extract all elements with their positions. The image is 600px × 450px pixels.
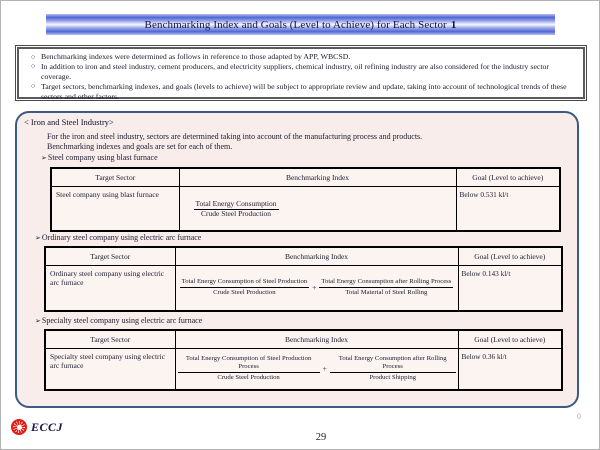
summary-bullet [25,82,577,102]
fraction-numerator: Total Energy Consumption [195,198,277,208]
fraction-denominator: Crude Steel Production [213,289,276,297]
subsection-label-text: Ordinary steel company using electric arc furnace [41,233,202,242]
benchmarking-index-cell [179,187,456,231]
benchmarking-index-cell [175,266,458,311]
fraction-numerator: Total Energy Consumption of Steel Production [180,278,310,288]
section-intro-line: Benchmarking indexes and goals are set for each of them. [47,142,233,151]
fraction-numerator: Total Energy Consumption after Rolling Process [319,278,453,288]
circle-bullet-icon: ○ [30,62,36,71]
subsection-label-blast-furnace [41,153,158,162]
subsection-label-specialty-steel [35,316,202,325]
table-row [45,266,562,311]
fraction-numerator: Total Energy Consumption after Rolling Process [330,355,456,373]
summary-bullet [25,52,577,62]
arrow-bullet-icon: ➢ [35,316,41,325]
table-ordinary-steel [44,246,563,312]
table-specialty-steel [44,329,563,391]
fraction [178,355,320,382]
fraction [194,199,279,218]
section-heading: < Iron and Steel Industry> [24,117,114,127]
benchmarking-index-cell [175,349,458,390]
summary-bullet-text: Target sectors, benchmarking indexes, and goals (levels to achieve) will be subject to appropriate review and update, taking into account of technological trends of these sectors and other factors. [41,81,567,101]
fraction-denominator: Crude Steel Production [217,374,280,382]
goal-cell: Below 0.143 kl/t [458,266,562,311]
fraction-numerator: Total Energy Consumption of Steel Production Process [178,355,320,373]
fraction-denominator: Product Shipping [369,374,417,382]
table-row [51,187,560,231]
slide-title-bar [46,14,555,35]
subsection-label-text: Steel company using blast furnace [47,153,158,162]
iron-steel-section [15,111,579,408]
summary-box-inner [17,47,585,99]
goal-cell: Below 0.36 kl/t [458,349,562,390]
fraction-denominator: Crude Steel Production [201,208,271,218]
subsection-label-text: Specialty steel company using electric arc furnace [41,316,203,325]
plus-operator: + [322,364,327,374]
table-header-row [51,168,560,187]
target-sector-cell: Ordinary steel company using electric arc furnace [45,266,175,311]
header-goal: Goal (Level to achieve) [456,168,560,187]
table-header-row [45,330,562,349]
table-header-row [45,247,562,266]
goal-cell: Below 0.531 kl/t [456,187,560,231]
circle-bullet-icon: ○ [30,52,36,61]
header-goal: Goal (Level to achieve) [458,247,562,266]
fraction [180,278,310,297]
header-target-sector: Target Sector [45,330,175,349]
target-sector-cell: Specialty steel company using electric arc furnace [45,349,175,390]
sun-core-icon [17,425,22,430]
subsection-label-ordinary-steel [35,233,201,242]
table-blast-furnace [50,167,561,232]
benchmark-formula [182,199,454,218]
summary-bullet-text: Benchmarking indexes were determined as follows in reference to those adapted by APP, WBCSD. [41,52,351,61]
header-target-sector: Target Sector [51,168,179,187]
eccj-logo-text: ECCJ [31,419,64,434]
slide-title: Benchmarking Index and Goals (Level to Achieve) for Each Sector [144,18,447,31]
fraction [319,278,453,297]
section-intro [47,132,422,152]
corner-mark: 0 [577,412,581,421]
fraction [330,355,456,382]
circle-bullet-icon: ○ [30,82,36,91]
section-intro-line: For the iron and steel industry, sectors are determined taking into account of the manufacturing process and products. [47,132,423,141]
header-benchmarking-index: Benchmarking Index [179,168,456,187]
fraction-denominator: Total Material of Steel Rolling [345,289,428,297]
header-goal: Goal (Level to achieve) [458,330,562,349]
summary-bullet-text: In addition to iron and steel industry, cement producers, and electricity suppliers, chemical industry, oil refining industry are also considered for the industry sector coverage. [41,61,550,81]
page-number: 29 [315,432,327,443]
target-sector-cell: Steel company using blast furnace [51,187,179,231]
header-benchmarking-index: Benchmarking Index [175,247,458,266]
header-target-sector: Target Sector [45,247,175,266]
arrow-bullet-icon: ➢ [41,153,47,162]
summary-box [15,45,587,101]
plus-operator: + [312,283,317,293]
benchmark-formula [178,355,456,382]
benchmark-formula [178,278,456,297]
slide-title-number: 1 [450,18,457,31]
table-row [45,349,562,390]
summary-bullet [25,62,577,82]
arrow-bullet-icon: ➢ [35,233,41,242]
header-benchmarking-index: Benchmarking Index [175,330,458,349]
